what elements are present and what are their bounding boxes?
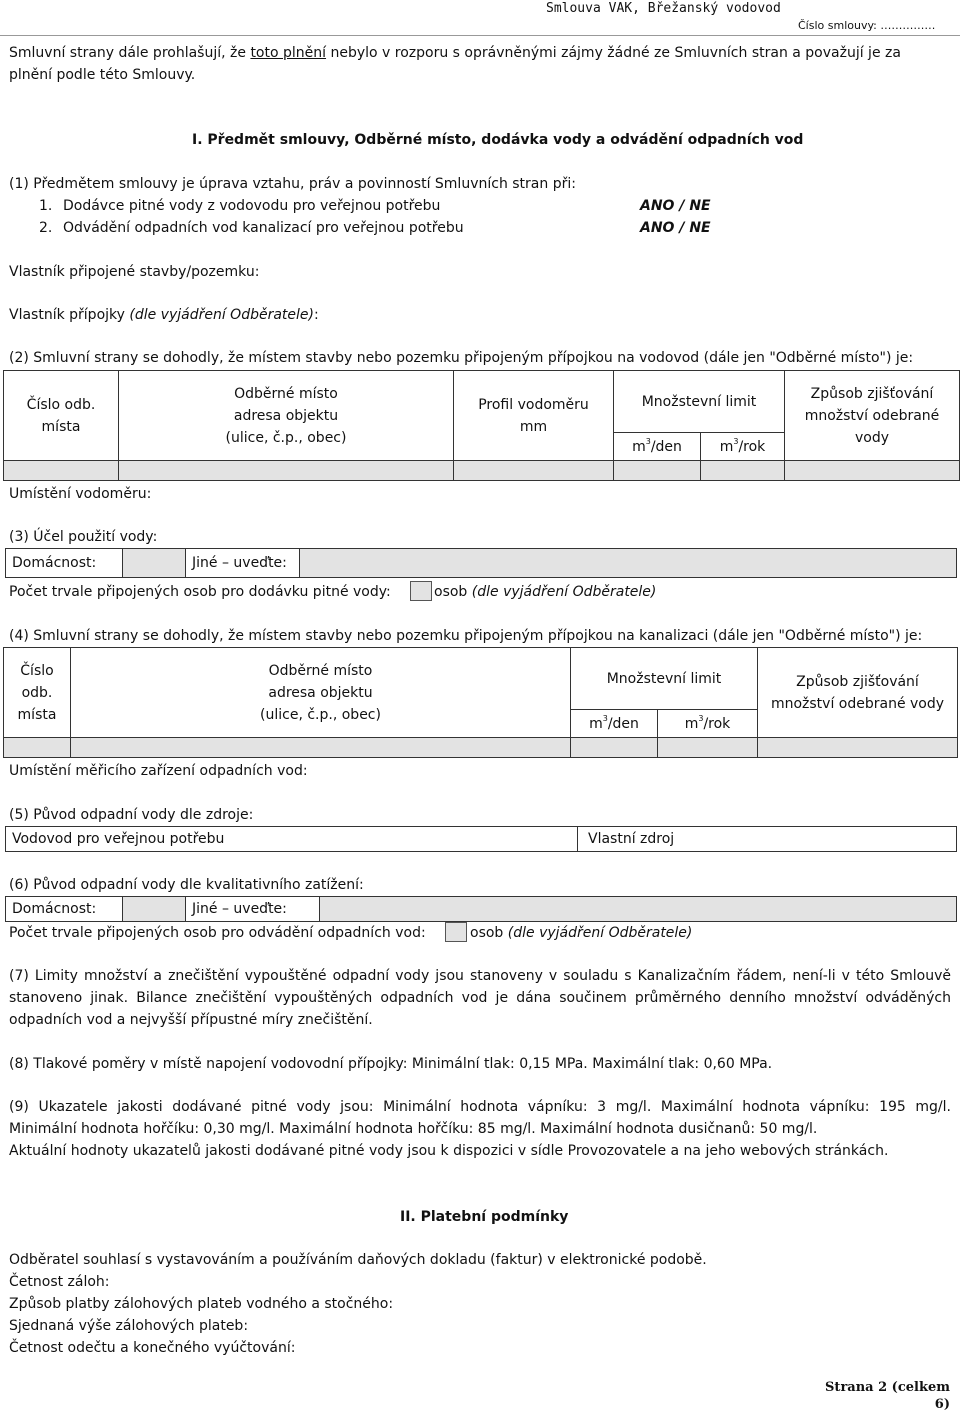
paragraph-5: (5) Původ odpadní vody dle zdroje: [9,807,254,823]
quality-household-input[interactable] [123,897,186,921]
meter-location-label: Umístění vodoměru: [9,486,152,502]
payment-line-3: Způsob platby zálohových plateb vodného a stočného: [9,1296,394,1312]
payment-line-4: Sjednaná výše zálohových plateb: [9,1318,249,1334]
col2-quantity-limit: Množstevní limit [571,648,758,710]
quality-other-label: Jiné – uveďte: [186,897,320,921]
intro-line-1: Smluvní strany dále prohlašují, že toto plnění nebylo v rozporu s oprávněnými zájmy žádné ze Smluvních stran a považují je za [9,45,901,61]
paragraph-9-line-3: Aktuální hodnoty ukazatelů jakosti dodávané pitné vody jsou k dispozici v sídle Provozovatele a na jeho webových stránkách. [9,1143,889,1159]
col2-limit-per-year: $m^3$/rok [658,710,758,738]
paragraph-7-line-2: stanoveno jinak. Bilance znečištění vypouštěných odpadních vod je dána součinem průměrného denního množství odváděných [9,990,951,1006]
section-1-title: I. Předmět smlouvy, Odběrné místo, dodávka vody a odvádění odpadních vod [192,132,804,148]
owner-building-label: Vlastník připojené stavby/pozemku: [9,264,260,280]
document-title: Smlouva VAK, Břežanský vodovod [546,1,781,16]
item-2-choice[interactable]: ANO / NE [640,220,711,236]
owner-connection-label: Vlastník přípojky (dle vyjádření Odběratele): [9,307,319,323]
other-label: Jiné – uveďte: [186,549,300,577]
intro-line-2: plnění podle této Smlouvy. [9,67,196,83]
input-limit-day[interactable] [614,461,701,481]
paragraph-6: (6) Původ odpadní vody dle kvalitativního zatížení: [9,877,364,893]
quality-other-input[interactable] [320,897,956,921]
water-use-row [5,548,957,578]
water-supply-point-table [3,370,960,481]
payment-line-2: Četnost záloh: [9,1274,110,1290]
sewer-point-table [3,647,958,758]
input-meter-profile[interactable] [454,461,614,481]
paragraph-9-line-2: Minimální hodnota hořčíku: 0,30 mg/l. Maximální hodnota hořčíku: 85 mg/l. Maximální hodnota dusičnanů: 50 mg/l. [9,1121,818,1137]
paragraph-4: (4) Smluvní strany se dohodly, že místem stavby nebo pozemku připojeným přípojkou na kanalizaci (dále jen "Odběrné místo") je: [9,628,923,644]
paragraph-3: (3) Účel použití vody: [9,529,158,545]
col-quantity-limit: Množstevní limit [614,371,785,433]
page-number-line-1: Strana 2 (celkem [825,1380,950,1395]
persons-water-label: Počet trvale připojených osob pro dodávku pitné vody: [9,584,391,600]
input2-measurement-method[interactable] [758,738,958,758]
paragraph-8: (8) Tlakové poměry v místě napojení vodovodní přípojky: Minimální tlak: 0,15 MPa. Maximální tlak: 0,60 MPa. [9,1056,773,1072]
contract-number: Číslo smlouvy: …………… [798,19,936,32]
col-limit-per-day: $m^3$/den [614,433,701,461]
household-label: Domácnost: [6,549,123,577]
input2-point-address[interactable] [71,738,571,758]
col-point-number: Číslo odb. místa [4,371,119,461]
input-measurement-method[interactable] [785,461,960,481]
paragraph-2: (2) Smluvní strany se dohodly, že místem stavby nebo pozemku připojeným přípojkou na vodovod (dále jen "Odběrné místo") je: [9,350,914,366]
col-meter-profile: Profil vodoměru mm [454,371,614,461]
paragraph-7-line-1: (7) Limity množství a znečištění vypouštěné odpadní vody jsou stanoveny v souladu s Kanalizačním řádem, není-li v této Smlouvě [9,968,951,984]
wastewater-quality-row [5,896,957,922]
other-input[interactable] [300,549,956,577]
payment-line-5: Četnost odečtu a konečného vyúčtování: [9,1340,296,1356]
payment-line-1: Odběratel souhlasí s vystavováním a používáním daňových dokladu (faktur) v elektronické podobě. [9,1252,707,1268]
page-number-line-2: 6) [934,1397,950,1412]
paragraph-1: (1) Předmětem smlouvy je úprava vztahu, práv a povinností Smluvních stran při: [9,176,576,192]
col2-measurement-method: Způsob zjišťování množství odebrané vody [758,648,958,738]
col2-point-number: Číslo odb. místa [4,648,71,738]
persons-water-unit: osob (dle vyjádření Odběratele) [434,584,657,600]
col-limit-per-year: $m^3$/rok [701,433,785,461]
item-1-choice[interactable]: ANO / NE [640,198,711,214]
wastewater-source-row [5,826,957,852]
paragraph-9-line-1: (9) Ukazatele jakosti dodávané pitné vody jsou: Minimální hodnota vápníku: 3 mg/l. Maximální hodnota vápníku: 195 mg/l. [9,1099,951,1115]
persons-sewer-input[interactable] [445,922,467,942]
input2-limit-day[interactable] [571,738,658,758]
persons-sewer-unit: osob (dle vyjádření Odběratele) [470,925,693,941]
source-own-label[interactable]: Vlastní zdroj [588,831,675,847]
col2-point-address: Odběrné místo adresa objektu (ulice, č.p., obec) [71,648,571,738]
source-public-label[interactable]: Vodovod pro veřejnou potřebu [6,827,578,851]
input-limit-year[interactable] [701,461,785,481]
input-point-number[interactable] [4,461,119,481]
household-input[interactable] [123,549,186,577]
item-2: 2. Odvádění odpadních vod kanalizací pro veřejnou potřebu [39,220,464,236]
input-point-address[interactable] [119,461,454,481]
header-rule [0,35,960,36]
paragraph-7-line-3: odpadních vod a nejvyšší přípustné míry znečištění. [9,1012,373,1028]
input2-limit-year[interactable] [658,738,758,758]
quality-household-label: Domácnost: [6,897,123,921]
section-2-title: II. Platební podmínky [400,1209,569,1225]
persons-water-input[interactable] [410,581,432,601]
input2-point-number[interactable] [4,738,71,758]
persons-sewer-label: Počet trvale připojených osob pro odvádění odpadních vod: [9,925,426,941]
sewer-meter-location-label: Umístění měřicího zařízení odpadních vod: [9,763,308,779]
col2-limit-per-day: $m^3$/den [571,710,658,738]
col-point-address: Odběrné místo adresa objektu (ulice, č.p., obec) [119,371,454,461]
col-measurement-method: Způsob zjišťování množství odebrané vody [785,371,960,461]
item-1: 1. Dodávce pitné vody z vodovodu pro veřejnou potřebu [39,198,441,214]
